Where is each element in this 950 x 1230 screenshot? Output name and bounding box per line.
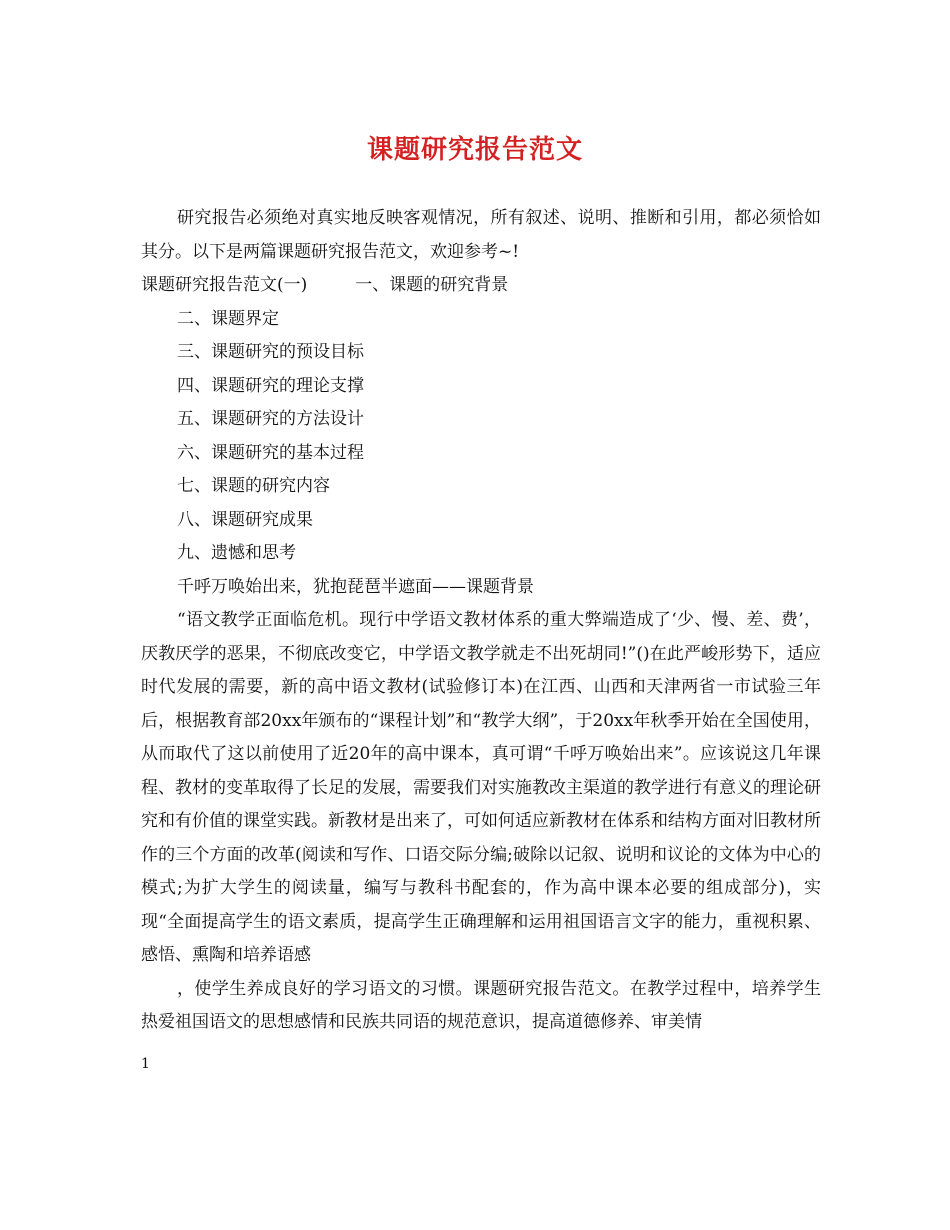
document-title: 课题研究报告范文 [366, 135, 583, 165]
sample-heading-row [141, 269, 821, 303]
outline-item: 五、课题研究的方法设计 [177, 409, 364, 429]
intro-paragraph: 研究报告必须绝对真实地反映客观情况，所有叙述、说明、推断和引用，都必须恰如其分。以下是两篇课题研究报告范文，欢迎参考~! [141, 208, 821, 262]
outline-item: 七、课题的研究内容 [177, 476, 330, 496]
body-paragraph: “语文教学正面临危机。现行中学语文教材体系的重大弊端造成了‘少、慢、差、费’，厌教厌学的恶果，不彻底改变它，中学语文教学就走不出死胡同!”()在此严峻形势下，适应时代发展的需要，新的高中语文教材(试验修订本)在江西、山西和天津两省一市试验三年后，根据教育部20xx年颁布的“课程计划”和“教学大纲”，于20xx年秋季开始在全国使用，从而取代了这以前使用了近20年的高中课本，真可谓“千呼万唤始出来”。应该说这几年课程、教材的变革取得了长足的发展，需要我们对实施教改主渠道的教学进行有意义的理论研究和有价值的课堂实践。新教材是出来了，可如何适应新教材在体系和结构方面对旧教材所作的三个方面的改革(阅读和写作、口语交际分编;破除以记叙、说明和议论的文体为中心的模式;为扩大学生的阅读量，编写与教科书配套的，作为高中课本必要的组成部分)，实现“全面提高学生的语文素质，提高学生正确理解和运用祖国语言文字的能力，重视积累、感悟、熏陶和培养语感 [141, 610, 821, 965]
outline-item: 二、课题界定 [177, 308, 279, 329]
outline-item: 三、课题研究的预设目标 [177, 342, 364, 362]
outline-item: 四、课题研究的理论支撑 [177, 375, 364, 396]
sample-label: 课题研究报告范文(一) [141, 275, 308, 295]
outline-item: 八、课题研究成果 [177, 509, 313, 530]
section-heading: 千呼万唤始出来，犹抱琵琶半遮面——课题背景 [177, 576, 534, 597]
outline-item: 六、课题研究的基本过程 [177, 442, 364, 463]
outline-item: 九、遗憾和思考 [177, 543, 296, 563]
document-body [141, 202, 821, 1040]
outline-item: 一、课题的研究背景 [355, 275, 509, 295]
body-paragraph: ，使学生养成良好的学习语文的习惯。课题研究报告范文。在教学过程中，培养学生热爱祖国语文的思想感情和民族共同语的规范意识，提高道德修养、审美情 [141, 978, 821, 1032]
page-number: 1 [141, 1056, 150, 1072]
